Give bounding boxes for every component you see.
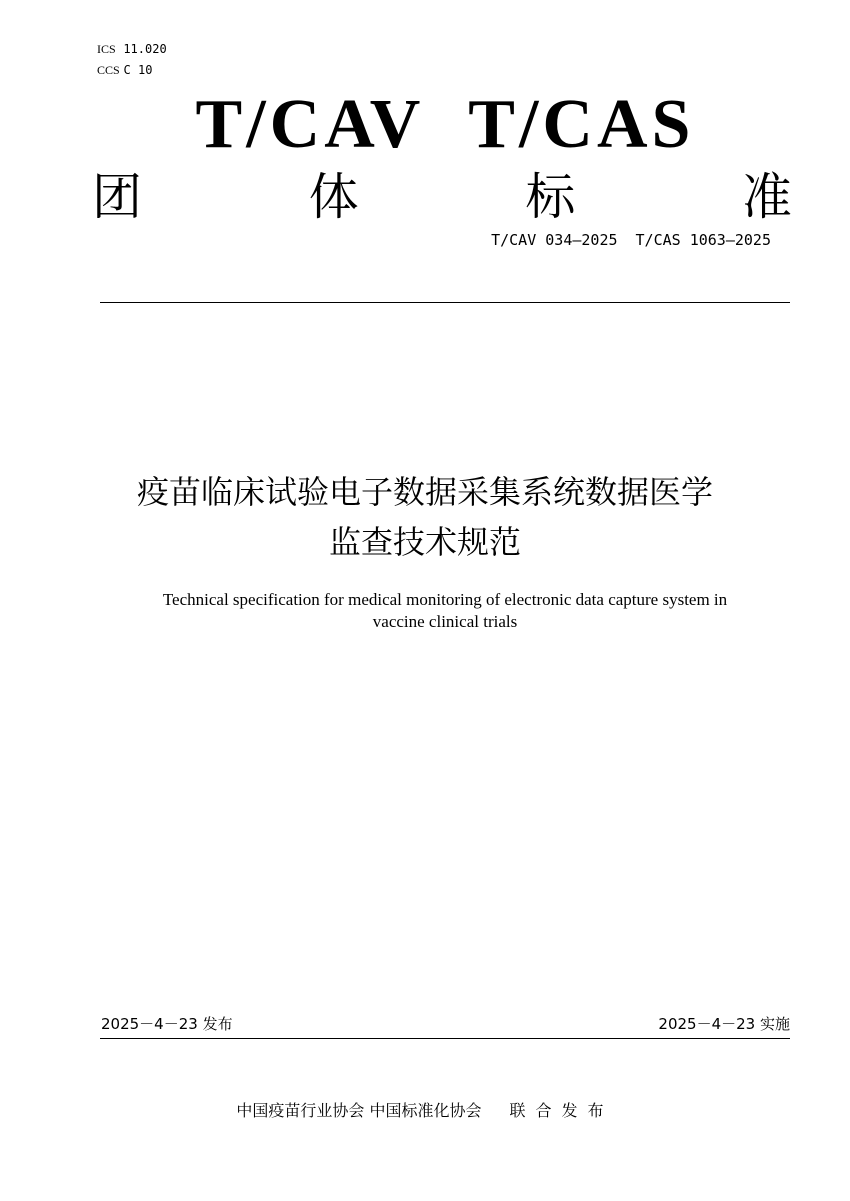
ics-line <box>97 42 167 56</box>
implementation-date: 2025－4－23 实施 <box>658 1015 790 1033</box>
bottom-divider <box>100 1038 790 1039</box>
title-chinese-line-1: 疫苗临床试验电子数据采集系统数据医学 <box>136 473 713 511</box>
org-code-cas: T/CAS <box>468 86 695 163</box>
group-standard-char: 标 <box>525 168 576 226</box>
org-code-cav: T/CAV <box>195 86 425 163</box>
publisher-standardization-association: 中国标准化协会 <box>369 1101 482 1120</box>
ccs-label: CCS <box>97 63 120 77</box>
publishers-line <box>0 1100 850 1122</box>
issue-date: 2025－4－23 发布 <box>101 1015 233 1033</box>
title-english-line-1: Technical specification for medical monitoring of electronic data capture system in <box>162 590 728 609</box>
joint-release-label: 联合发布 <box>509 1101 614 1120</box>
organization-codes <box>100 85 790 165</box>
top-divider <box>100 302 790 303</box>
title-chinese-line-2: 监查技术规范 <box>328 523 521 561</box>
ccs-line <box>97 63 152 77</box>
standard-number-cav: T/CAV 034—2025 <box>491 231 618 249</box>
group-standard-char: 体 <box>308 168 359 226</box>
ics-label: ICS <box>97 42 116 56</box>
group-standard-heading <box>92 166 792 228</box>
ics-code: 11.020 <box>123 42 167 56</box>
group-standard-char: 团 <box>92 168 142 226</box>
standard-numbers <box>491 230 771 250</box>
ccs-code: C 10 <box>123 63 153 77</box>
standard-number-cas: T/CAS 1063—2025 <box>635 231 771 249</box>
publisher-vaccine-association: 中国疫苗行业协会 <box>236 1101 365 1120</box>
title-english-line-2: vaccine clinical trials <box>372 612 518 631</box>
group-standard-char: 准 <box>741 168 792 226</box>
